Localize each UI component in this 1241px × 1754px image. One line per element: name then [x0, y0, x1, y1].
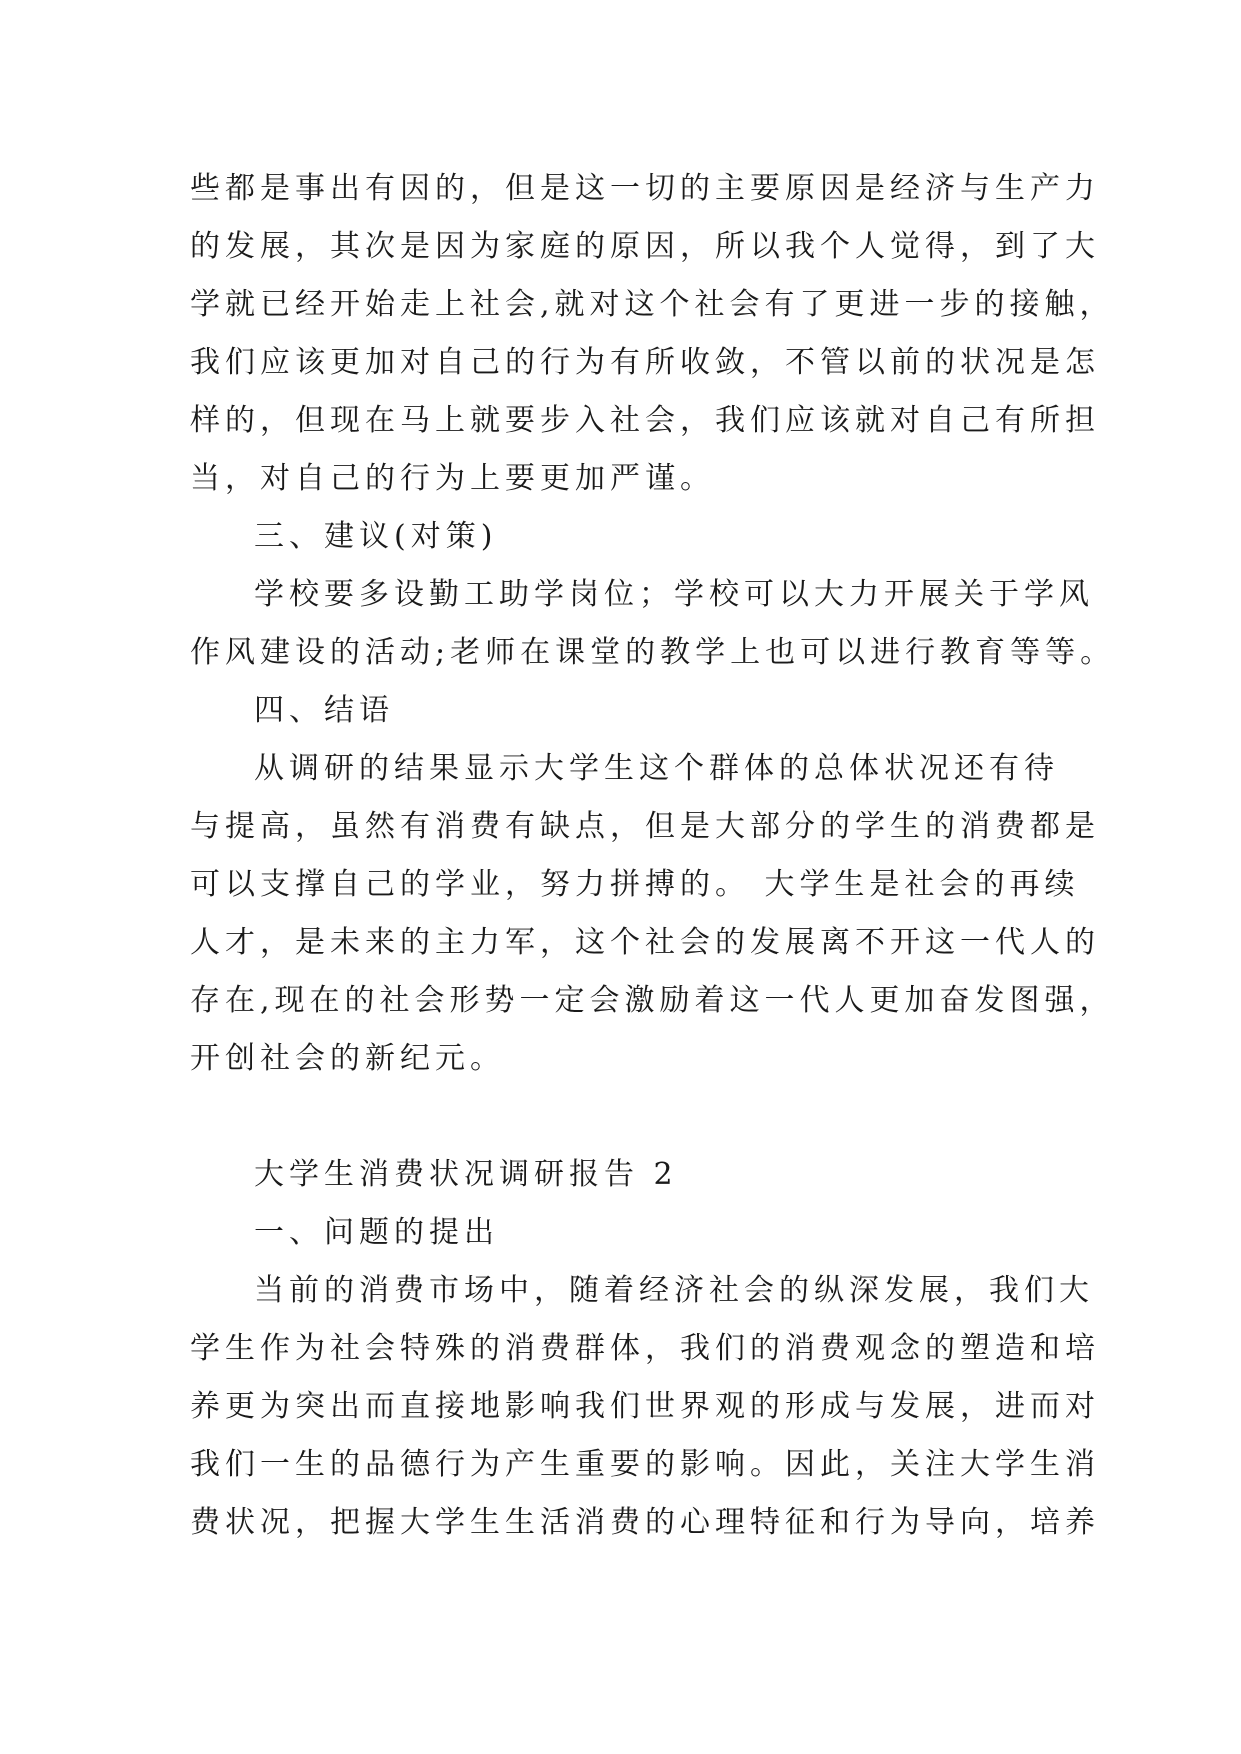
section-spacer	[190, 1088, 1090, 1146]
paragraph-line: 作风建设的活动;老师在课堂的教学上也可以进行教育等等。	[190, 635, 1116, 670]
paragraph-line: 费状况，把握大学生生活消费的心理特征和行为导向，培养	[190, 1505, 1100, 1540]
document-body	[190, 160, 1116, 1552]
paragraph-line: 的发展，其次是因为家庭的原因，所以我个人觉得，到了大	[190, 229, 1100, 264]
paragraph-line: 养更为突出而直接地影响我们世界观的形成与发展，进而对	[190, 1389, 1100, 1424]
paragraph-line: 存在,现在的社会形势一定会激励着这一代人更加奋发图强，	[190, 983, 1115, 1018]
section-heading-suggestions: 三、建议(对策)	[254, 519, 498, 554]
paragraph-line: 可以支撑自己的学业，努力拼搏的。 大学生是社会的再续	[190, 867, 1080, 902]
paragraph-line: 学校要多设勤工助学岗位；学校可以大力开展关于学风	[254, 577, 1094, 612]
paragraph-line: 当前的消费市场中，随着经济社会的纵深发展，我们大	[254, 1273, 1094, 1308]
paragraph-line: 学就已经开始走上社会,就对这个社会有了更进一步的接触，	[190, 287, 1115, 322]
paragraph-line: 样的，但现在马上就要步入社会，我们应该就对自己有所担	[190, 403, 1100, 438]
report-title: 大学生消费状况调研报告 2	[254, 1157, 678, 1192]
section-heading-conclusion: 四、结语	[254, 693, 394, 728]
section-heading-problem: 一、问题的提出	[254, 1215, 499, 1250]
paragraph-line: 我们应该更加对自己的行为有所收敛，不管以前的状况是怎	[190, 345, 1100, 380]
paragraph-line: 从调研的结果显示大学生这个群体的总体状况还有待	[254, 751, 1059, 786]
paragraph-line: 些都是事出有因的，但是这一切的主要原因是经济与生产力	[190, 171, 1100, 206]
paragraph-line: 我们一生的品德行为产生重要的影响。因此，关注大学生消	[190, 1447, 1100, 1482]
paragraph-line: 人才，是未来的主力军，这个社会的发展离不开这一代人的	[190, 925, 1100, 960]
paragraph-line: 开创社会的新纪元。	[190, 1041, 505, 1076]
paragraph-line: 学生作为社会特殊的消费群体，我们的消费观念的塑造和培	[190, 1331, 1100, 1366]
paragraph-line: 与提高，虽然有消费有缺点，但是大部分的学生的消费都是	[190, 809, 1100, 844]
paragraph-line: 当，对自己的行为上要更加严谨。	[190, 461, 715, 496]
